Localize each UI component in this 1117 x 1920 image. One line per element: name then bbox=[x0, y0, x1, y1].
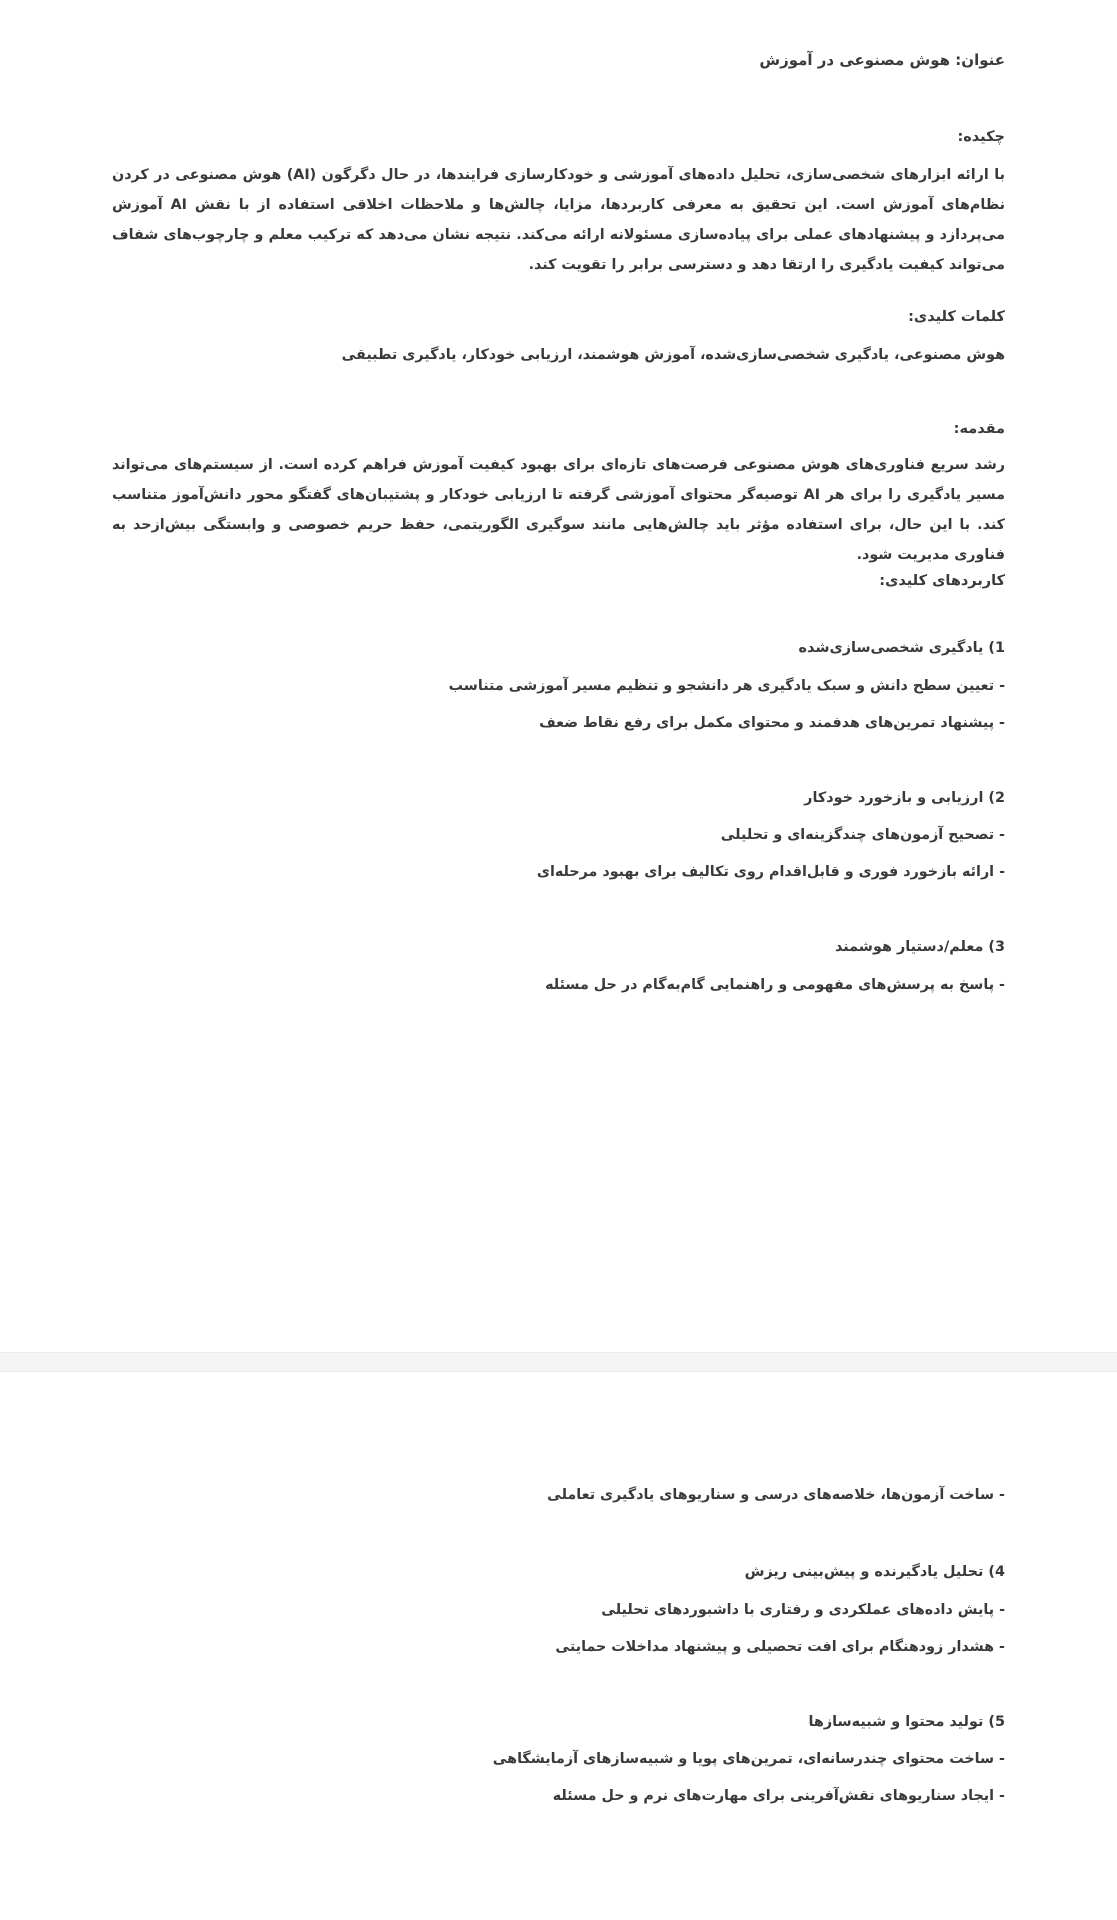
keywords-list: هوش مصنوعی، یادگیری شخصی‌سازی‌شده، آموزش هوشمند، ارزیابی خودکار، یادگیری تطبیقی bbox=[341, 347, 1005, 363]
application-item-4-bullet-2: - هشدار زودهنگام برای افت تحصیلی و پیشنهاد مداخلات حمایتی bbox=[555, 1639, 1005, 1655]
application-item-3-bullet-1: - پاسخ به پرسش‌های مفهومی و راهنمایی گام‌به‌گام در حل مسئله bbox=[545, 977, 1005, 993]
application-item-1-bullet-2: - پیشنهاد تمرین‌های هدفمند و محتوای مکمل برای رفع نقاط ضعف bbox=[539, 715, 1005, 731]
applications-heading: کاربردهای کلیدی: bbox=[879, 573, 1005, 589]
page-separator bbox=[0, 1352, 1117, 1372]
application-item-3-bullet-2: - ساخت آزمون‌ها، خلاصه‌های درسی و سناریوهای یادگیری تعاملی bbox=[547, 1487, 1005, 1503]
application-item-3-label: 3) معلم/دستیار هوشمند bbox=[834, 939, 1005, 955]
document-title: عنوان: هوش مصنوعی در آموزش bbox=[759, 51, 1005, 69]
application-item-1-label: 1) یادگیری شخصی‌سازی‌شده bbox=[798, 640, 1005, 656]
abstract-paragraph: با ارائه ابزارهای شخصی‌سازی، تحلیل داده‌های آموزشی و خودکارسازی فرایندها، در حال دگرگون (AI) هوش مصنوعی در کردن نظام‌های آموزش است. این تحقیق به معرفی کاربردها، مزایا، چالش‌ها و ملاحظات اخلاقی استفاده از با نقش AI آموزش می‌پردازد و پیشنهادهای عملی برای پیاده‌سازی مسئولانه ارائه می‌کند. نتیجه نشان می‌دهد که ترکیب معلم و چارچوب‌های شفاف می‌تواند کیفیت یادگیری را ارتقا دهد و دسترسی برابر را تقویت کند. bbox=[112, 167, 1005, 273]
application-item-5-bullet-1: - ساخت محتوای چندرسانه‌ای، تمرین‌های پویا و شبیه‌سازهای آزمایشگاهی bbox=[492, 1751, 1005, 1767]
application-item-4-bullet-1: - پایش داده‌های عملکردی و رفتاری با داشبوردهای تحلیلی bbox=[601, 1602, 1005, 1618]
document-page-2 bbox=[0, 1372, 1117, 1920]
application-item-5-label: 5) تولید محتوا و شبیه‌سازها bbox=[808, 1714, 1005, 1730]
application-item-2-bullet-2: - ارائه بازخورد فوری و قابل‌اقدام روی تکالیف برای بهبود مرحله‌ای bbox=[536, 864, 1005, 880]
application-item-5-bullet-2: - ایجاد سناریوهای نقش‌آفرینی برای مهارت‌های نرم و حل مسئله bbox=[552, 1788, 1005, 1804]
introduction-heading: مقدمه: bbox=[953, 421, 1005, 437]
application-item-2-label: 2) ارزیابی و بازخورد خودکار bbox=[804, 790, 1005, 806]
abstract-heading: چکیده: bbox=[957, 129, 1005, 145]
application-item-1-bullet-1: - تعیین سطح دانش و سبک یادگیری هر دانشجو و تنظیم مسیر آموزشی متناسب bbox=[448, 678, 1005, 694]
application-item-4-label: 4) تحلیل یادگیرنده و پیش‌بینی ریزش bbox=[744, 1564, 1005, 1580]
application-item-2-bullet-1: - تصحیح آزمون‌های چندگزینه‌ای و تحلیلی bbox=[720, 827, 1005, 843]
introduction-paragraph: رشد سریع فناوری‌های هوش مصنوعی فرصت‌های تازه‌ای برای بهبود کیفیت آموزش فراهم کرده است. از سیستم‌های می‌تواند مسیر یادگیری را برای هر AI توصیه‌گر محتوای آموزشی گرفته تا ارزیابی خودکار و پشتیبان‌های گفتگو محور دانش‌آموز متناسب کند. با این حال، برای استفاده مؤثر باید چالش‌هایی مانند سوگیری الگوریتمی، حفظ حریم خصوصی و وابستگی بیش‌ازحد به فناوری مدیریت شود. bbox=[112, 457, 1005, 563]
keywords-heading: کلمات کلیدی: bbox=[908, 309, 1005, 325]
